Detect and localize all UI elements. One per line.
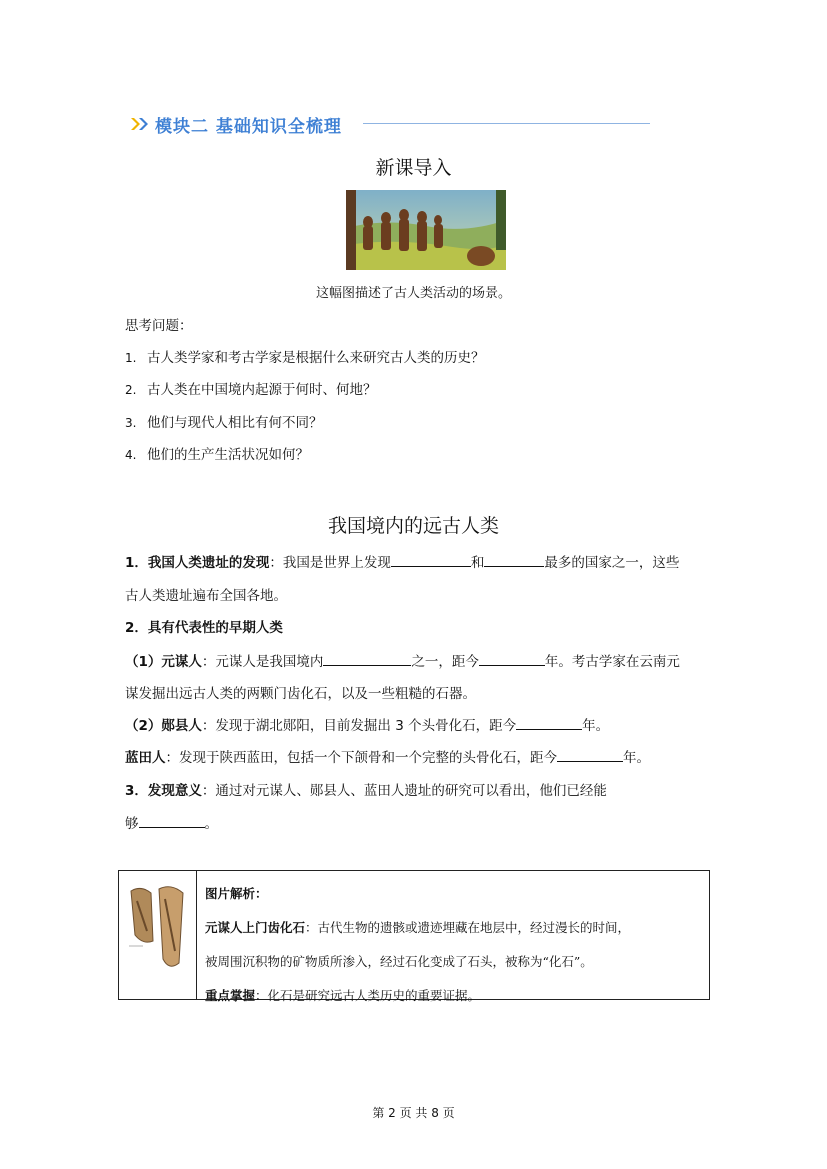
lantian-paragraph: 蓝田人：发现于陕西蓝田，包括一个下颌骨和一个完整的头骨化石，距今 年。 — [125, 746, 650, 766]
yuanmou-line2: 谋发掘出远古人类的两颗门齿化石，以及一些粗糙的石器。 — [125, 686, 476, 702]
module-divider — [363, 123, 650, 124]
intro-heading: 新课导入 — [375, 157, 452, 179]
fill-blank[interactable] — [323, 651, 411, 666]
image-analysis-box — [118, 870, 710, 1003]
fill-blank[interactable] — [516, 715, 582, 730]
ancient-humans-illustration — [346, 190, 506, 270]
module-header — [131, 112, 651, 136]
paragraph-early-humans: 2．具有代表性的早期人类 — [125, 620, 283, 636]
question-item: 2. 古人类在中国境内起源于何时、何地？ — [125, 382, 377, 398]
questions-label: 思考问题： — [125, 318, 193, 334]
analysis-text: 图片解析： 元谋人上门齿化石：古代生物的遗骸或遗迹埋藏在地层中，经过漫长的时间， 被周围沉积物的矿物质所渗入，经过石化变成了石头，被称为“化石”。 重点掌握：化石是研究远古人类历史的重要证据。 — [205, 886, 631, 1003]
module-title: 模块二 基础知识全梳理 — [155, 117, 342, 137]
yuanmou-paragraph: （1）元谋人：元谋人是我国境内 之一，距今 年。考古学家在云南元 — [125, 650, 680, 670]
analysis-title: 图片解析： — [205, 886, 268, 901]
section-heading: 我国境内的远古人类 — [327, 515, 499, 537]
intro-caption: 这幅图描述了古人类活动的场景。 — [315, 286, 511, 301]
double-chevron-icon — [131, 118, 151, 130]
paragraph-discovery: 1．我国人类遗址的发现：我国是世界上发现 和 最多的国家之一，这些 — [125, 551, 679, 571]
fill-blank[interactable] — [139, 813, 205, 828]
yunxian-paragraph: （2）郧县人：发现于湖北郧阳，目前发掘出 3 个头骨化石，距今 年。 — [125, 714, 609, 734]
significance-line2: 够 。 — [125, 812, 218, 832]
paragraph-discovery-line2: 古人类遗址遍布全国各地。 — [125, 588, 287, 604]
fill-blank[interactable] — [484, 552, 544, 567]
incisor-fossil-image — [119, 871, 196, 999]
fill-blank[interactable] — [479, 651, 545, 666]
question-item: 3. 他们与现代人相比有何不同？ — [125, 415, 323, 431]
question-item: 4. 他们的生产生活状况如何？ — [125, 447, 309, 463]
fossil-image-cell — [119, 871, 197, 999]
fill-blank[interactable] — [391, 552, 471, 567]
question-item: 1. 古人类学家和考古学家是根据什么来研究古人类的历史？ — [125, 350, 485, 366]
significance-paragraph: 3．发现意义：通过对元谋人、郧县人、蓝田人遗址的研究可以看出，他们已经能 — [125, 783, 607, 799]
page-footer: 第 2 页 共 8 页 — [372, 1106, 455, 1120]
fill-blank[interactable] — [557, 747, 623, 762]
